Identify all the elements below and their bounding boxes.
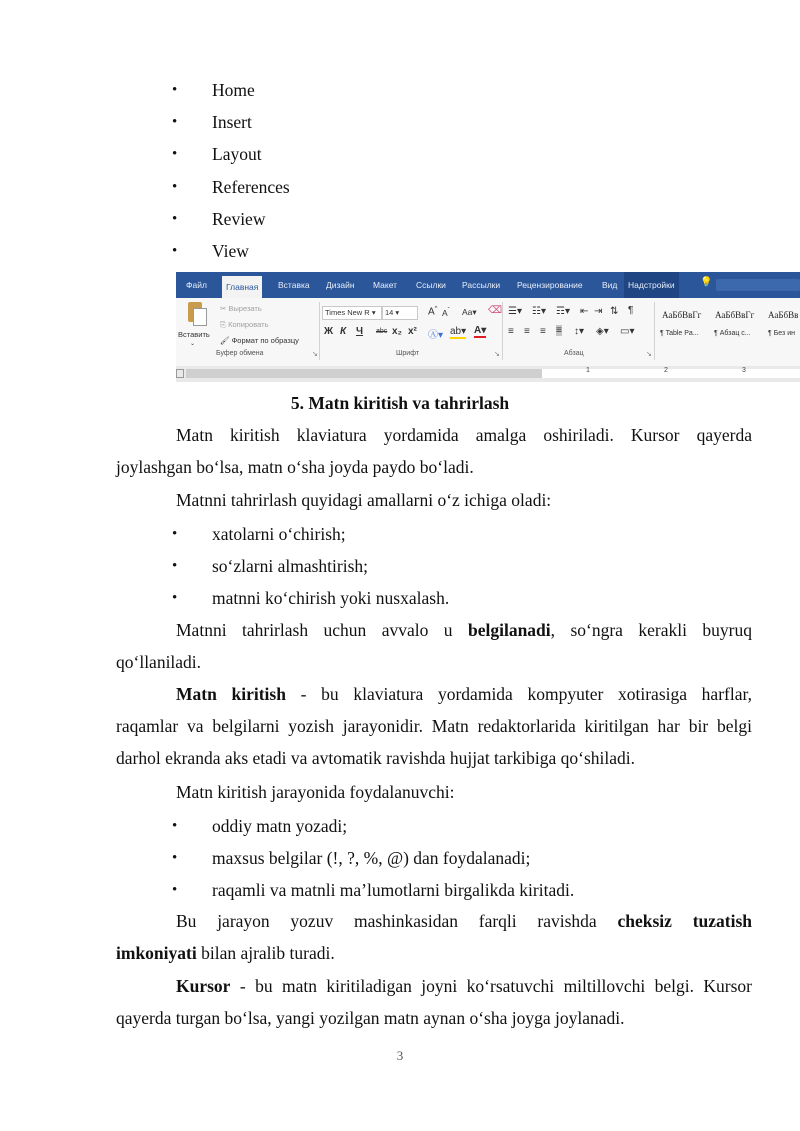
- cut-button[interactable]: ✂ Вырезать: [220, 304, 262, 313]
- bullet: •: [172, 82, 178, 98]
- font-name-select[interactable]: Times New R ▾: [322, 306, 382, 320]
- subscript-button[interactable]: x₂: [392, 326, 403, 337]
- tab-view[interactable]: Вид: [602, 280, 618, 290]
- clear-formatting-icon[interactable]: ⌫: [488, 305, 503, 316]
- list-item-text: Review: [212, 209, 266, 229]
- list-item-text: View: [212, 241, 249, 261]
- tab-review[interactable]: Рецензирование: [517, 280, 583, 290]
- list-item-text: Layout: [212, 144, 262, 164]
- bullets-icon[interactable]: ☰▾: [508, 306, 522, 317]
- underline-button[interactable]: Ч: [356, 326, 364, 337]
- ruler-number: 1: [586, 367, 590, 374]
- shrink-font-button[interactable]: $A^ˇ$: [442, 308, 450, 318]
- change-case-label: Aa: [462, 307, 473, 317]
- paste-icon[interactable]: [184, 302, 206, 326]
- text-line: joylashgan bo‘lsa, matn o‘sha joyda paydo bo‘ladi.: [116, 457, 474, 477]
- italic-button[interactable]: К: [340, 326, 347, 337]
- style-name: ¶ Без ин: [768, 330, 795, 337]
- format-painter-button[interactable]: 🖌 Формат по образцу: [220, 336, 299, 345]
- style-gallery-item[interactable]: АаБбВвГг: [662, 310, 702, 320]
- bullet: •: [172, 211, 178, 227]
- grow-font-button[interactable]: A^: [428, 306, 438, 318]
- list-item-text: Home: [212, 80, 255, 100]
- bullet: •: [172, 243, 178, 259]
- paragraph: [116, 970, 752, 1034]
- tab-home[interactable]: Главная: [222, 276, 262, 298]
- bold-term: belgilanadi: [467, 620, 551, 640]
- paragraph: [116, 484, 752, 516]
- cut-label: Вырезать: [228, 304, 262, 313]
- text-span: Matnni tahrirlash uchun avvalo u: [176, 620, 453, 640]
- ruler-number: 2: [664, 367, 668, 374]
- text-line: qo‘llaniladi.: [116, 652, 202, 672]
- ruler-number: 3: [742, 367, 746, 374]
- tab-file[interactable]: Файл: [186, 280, 207, 290]
- ribbon-tab-bar: [176, 272, 800, 298]
- list-item-text: matnni ko‘chirish yoki nusxalash.: [212, 588, 450, 608]
- bullet: •: [172, 882, 178, 898]
- dialog-launcher-icon[interactable]: ↘: [312, 351, 318, 358]
- paragraph: [116, 776, 752, 808]
- tab-mailings[interactable]: Рассылки: [462, 280, 501, 290]
- bullet: •: [172, 850, 178, 866]
- text-effects-icon[interactable]: Ⓐ▾: [428, 330, 444, 341]
- text-line: [116, 614, 752, 646]
- paragraph: [116, 905, 752, 969]
- text-line: raqamlar va belgilarni yozish jarayonidir. Matn redaktorlarida kiritilgan har bir belgi: [116, 716, 752, 736]
- text-span: , so‘ngra kerakli buyruq: [550, 620, 752, 640]
- bullet: •: [172, 114, 178, 130]
- text-span: bilan ajralib turadi.: [196, 943, 335, 963]
- align-left-icon[interactable]: ≡: [508, 326, 514, 337]
- font-size-value: 14: [385, 308, 394, 317]
- copy-label: Копировать: [228, 320, 269, 329]
- copy-button[interactable]: ⎘ Копировать: [220, 320, 269, 329]
- list-item-text: so‘zlarni almashtirish;: [212, 556, 369, 576]
- list-item-text: oddiy matn yozadi;: [212, 816, 348, 836]
- highlight-icon[interactable]: ab▾: [450, 326, 467, 337]
- style-gallery-item[interactable]: АаБбВв: [768, 310, 799, 320]
- bold-button[interactable]: Ж: [324, 326, 334, 337]
- horizontal-ruler[interactable]: [176, 366, 800, 382]
- superscript-button[interactable]: x²: [408, 326, 417, 337]
- justify-icon[interactable]: ≡: [556, 325, 562, 336]
- lightbulb-icon: 💡: [700, 277, 713, 288]
- style-name: ¶ Table Pa...: [660, 330, 699, 337]
- text-line: [116, 905, 752, 937]
- group-divider: [502, 302, 503, 360]
- text-line: [116, 937, 752, 969]
- style-gallery-item[interactable]: АаБбВвГг: [715, 310, 755, 320]
- multilevel-list-icon[interactable]: ☶▾: [556, 306, 570, 317]
- list-item-text: maxsus belgilar (!, ?, %, @) dan foydalanadi;: [212, 848, 531, 868]
- font-name-value: Times New R: [325, 308, 370, 317]
- bullet: •: [172, 526, 178, 542]
- strikethrough-button[interactable]: abc: [376, 328, 388, 335]
- grow-font-label: A: [428, 306, 435, 318]
- font-group-label: Шрифт: [396, 350, 420, 357]
- bold-term: imkoniyati: [116, 943, 197, 963]
- bullet: •: [172, 179, 178, 195]
- paste-button[interactable]: Вставить: [178, 330, 210, 339]
- text-span: Bu jarayon yozuv mashinkasidan farqli ravishda: [176, 911, 597, 931]
- list-item-text: xatolarni o‘chirish;: [212, 524, 346, 544]
- list-item-text: Insert: [212, 112, 252, 132]
- text-line: qayerda turgan bo‘lsa, yangi yozilgan matn aynan o‘sha joyga joylanadi.: [116, 1008, 625, 1028]
- change-case-button[interactable]: Aa▾: [462, 307, 477, 317]
- page-number: 3: [396, 1048, 404, 1063]
- bullet: •: [172, 590, 178, 606]
- decrease-indent-icon[interactable]: ⇤: [580, 306, 589, 317]
- text-line: darhol ekranda aks etadi va avtomatik ravishda hujjat tarkibiga qo‘shiladi.: [116, 748, 636, 768]
- group-divider: [319, 302, 320, 360]
- numbering-icon[interactable]: ☷▾: [532, 306, 546, 317]
- tell-me-box[interactable]: [716, 279, 800, 291]
- paragraph: [116, 419, 752, 483]
- text-line: Matn kiritish jarayonida foydalanuvchi:: [176, 782, 455, 802]
- list-item-text: raqamli va matnli ma’lumotlarni birgalikda kiritadi.: [212, 880, 575, 900]
- tab-selector-icon[interactable]: [176, 369, 184, 378]
- borders-icon[interactable]: ▭▾: [620, 326, 635, 337]
- bold-term: Matn kiritish: [176, 684, 286, 704]
- text-line: [116, 970, 752, 1002]
- chevron-down-icon[interactable]: ⌄: [190, 341, 196, 347]
- group-divider: [654, 302, 655, 360]
- increase-indent-icon[interactable]: ⇥: [594, 306, 603, 317]
- clipboard-group-label: Буфер обмена: [216, 350, 264, 357]
- format-painter-label: Формат по образцу: [231, 336, 299, 345]
- font-size-select[interactable]: 14 ▾: [382, 306, 418, 320]
- sort-icon[interactable]: ⇅: [610, 306, 619, 317]
- bullet: •: [172, 146, 178, 162]
- list-item-text: References: [212, 177, 290, 197]
- line-spacing-icon[interactable]: ↕▾: [574, 326, 585, 337]
- text-line: [116, 678, 752, 710]
- tab-layout[interactable]: Макет: [373, 280, 398, 290]
- tab-design[interactable]: Дизайн: [326, 280, 355, 290]
- style-name: ¶ Абзац с...: [714, 330, 751, 337]
- text-line: Matnni tahrirlash quyidagi amallarni o‘z ichiga oladi:: [176, 490, 552, 510]
- ruler-margin: [186, 369, 542, 378]
- align-center-icon[interactable]: ≡: [524, 326, 530, 337]
- section-heading: 5. Matn kiritish va tahrirlash: [290, 393, 510, 413]
- paragraph: [116, 678, 752, 774]
- bullet: •: [172, 558, 178, 574]
- text-span: - bu klaviatura yordamida kompyuter xotirasiga harflar,: [285, 684, 752, 704]
- font-color-icon[interactable]: A▾: [474, 325, 487, 336]
- bold-term: Kursor: [176, 976, 231, 996]
- bullet: •: [172, 818, 178, 834]
- tab-insert[interactable]: Вставка: [278, 280, 310, 290]
- dialog-launcher-icon[interactable]: ↘: [494, 351, 500, 358]
- text-line: Matn kiritish klaviatura yordamida amalga oshiriladi. Kursor qayerda: [176, 425, 752, 445]
- word-ribbon-screenshot: [176, 272, 800, 382]
- dialog-launcher-icon[interactable]: ↘: [646, 351, 652, 358]
- bold-term: cheksiz tuzatish: [617, 911, 753, 931]
- tab-addins[interactable]: Надстройки: [624, 272, 679, 298]
- paragraph-group-label: Абзац: [564, 350, 584, 357]
- text-span: - bu matn kiritiladigan joyni ko‘rsatuvchi miltillovchi belgi. Kursor: [230, 976, 752, 996]
- paragraph: [116, 614, 752, 678]
- tab-references[interactable]: Ссылки: [416, 280, 446, 290]
- shading-icon[interactable]: ◈▾: [596, 326, 609, 337]
- shrink-font-label: A: [442, 308, 448, 318]
- align-right-icon[interactable]: ≡: [540, 326, 546, 337]
- pilcrow-icon[interactable]: ¶: [628, 305, 634, 316]
